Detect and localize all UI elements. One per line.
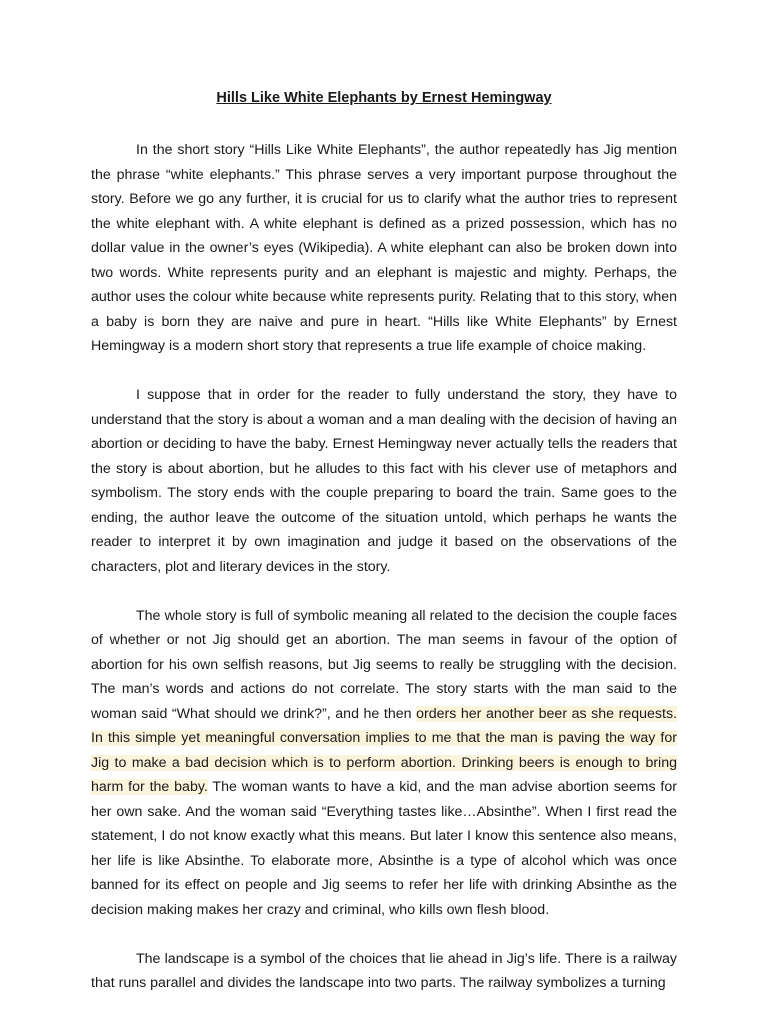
- paragraph-3: [91, 604, 677, 923]
- paragraph-1: In the short story “Hills Like White Elephants”, the author repeatedly has Jig mention the phrase “white elephants.” This phrase serves a very important purpose throughout the story. Before we go any further, it is crucial for us to clarify what the author tries to represent the white elephant with. A white elephant is defined as a prized possession, which has no dollar value in the owner’s eyes (Wikipedia). A white elephant can also be broken down into two words. White represents purity and an elephant is majestic and mighty. Perhaps, the author uses the colour white because white represents purity. Relating that to this story, when a baby is born they are naive and pure in heart. “Hills like White Elephants” by Ernest Hemingway is a modern short story that represents a true life example of choice making.: [91, 142, 677, 354]
- paragraph-4: The landscape is a symbol of the choices that lie ahead in Jig’s life. There is a railway that runs parallel and divides the landscape into two parts. The railway symbolizes a turning: [91, 950, 677, 991]
- document-title: Hills Like White Elephants by Ernest Hemingway: [216, 90, 552, 106]
- paragraph-2: I suppose that in order for the reader to fully understand the story, they have to understand that the story is about a woman and a man dealing with the decision of having an abortion or deciding to have the baby. Ernest Hemingway never actually tells the readers that the story is about abortion, but he alludes to this fact with his clever use of metaphors and symbolism. The story ends with the couple preparing to board the train. Same goes to the ending, the author leave the outcome of the situation untold, which perhaps he wants the reader to interpret it by own imagination and judge it based on the observations of the characters, plot and literary devices in the story.: [91, 387, 677, 575]
- highlighted-passage: orders her another beer as she requests. In this simple yet meaningful conversation implies to me that the man is paving the way for Jig to make a bad decision which is to perform abortion. Drinking beers is enough to bring harm for the baby.: [91, 705, 677, 795]
- document-body: [91, 138, 677, 1020]
- paragraph-3-text-after: The woman wants to have a kid, and the man advise abortion seems for her own sake. And the woman said “Everything tastes like…Absinthe”. When I first read the statement, I do not know exactly what this means. But later I know this sentence also means, her life is like Absinthe. To elaborate more, Absinthe is a type of alcohol which was once banned for its effect on people and Jig seems to refer her life with drinking Absinthe as the decision making makes her crazy and criminal, who kills own flesh blood.: [91, 779, 677, 918]
- paragraph-3-text-before: The whole story is full of symbolic meaning all related to the decision the couple faces of whether or not Jig should get an abortion. The man seems in favour of the option of abortion for his own selfish reasons, but Jig seems to really be struggling with the decision. The man’s words and actions do not correlate. The story starts with the man said to the woman said “What should we drink?”, and he then: [91, 607, 677, 722]
